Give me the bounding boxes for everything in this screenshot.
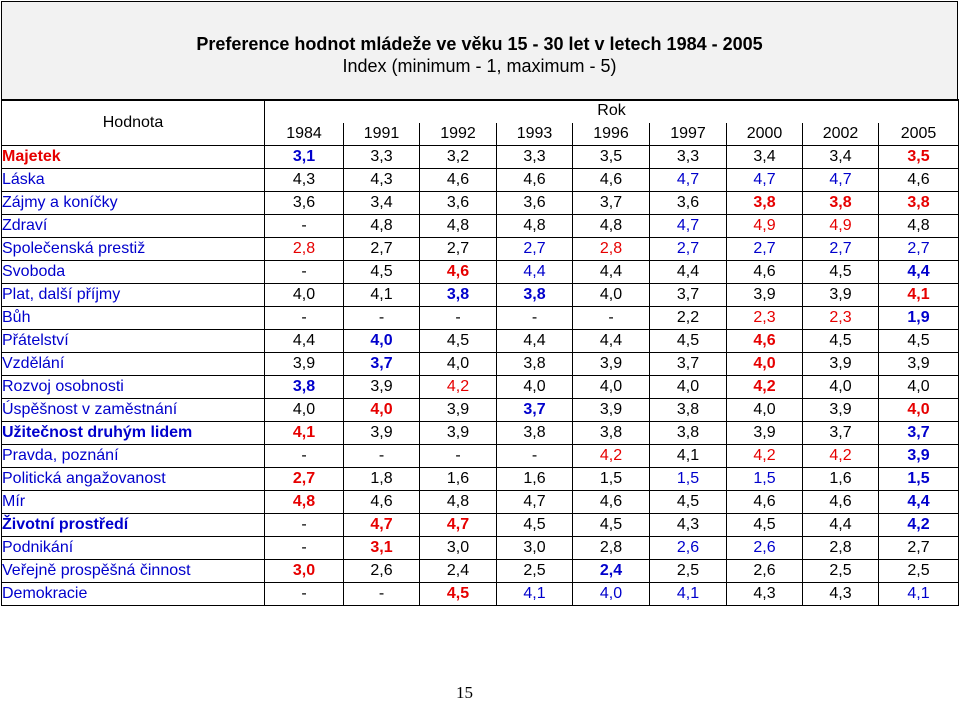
- value-cell: 4,4: [650, 261, 727, 284]
- value-cell: 2,6: [727, 537, 803, 560]
- value-cell: 4,1: [650, 445, 727, 468]
- table-row: [2, 261, 959, 284]
- value-cell: 4,1: [879, 284, 959, 307]
- value-cell: 3,7: [879, 422, 959, 445]
- value-cell: 4,2: [879, 514, 959, 537]
- value-cell: 4,6: [727, 261, 803, 284]
- value-cell: 4,3: [727, 583, 803, 606]
- value-cell: 3,7: [497, 399, 573, 422]
- value-cell: 1,5: [879, 468, 959, 491]
- value-cell: 4,7: [650, 215, 727, 238]
- value-cell: 3,8: [727, 192, 803, 215]
- value-cell: 3,9: [420, 399, 497, 422]
- value-cell: 4,3: [265, 169, 344, 192]
- value-cell: 2,6: [727, 560, 803, 583]
- value-cell: 2,4: [420, 560, 497, 583]
- value-cell: 4,0: [344, 330, 420, 353]
- value-cell: 4,7: [650, 169, 727, 192]
- value-cell: 3,9: [573, 353, 650, 376]
- value-cell: 3,8: [879, 192, 959, 215]
- value-cell: -: [265, 261, 344, 284]
- value-cell: 4,2: [727, 445, 803, 468]
- value-cell: 2,7: [497, 238, 573, 261]
- row-label: Rozvoj osobnosti: [2, 376, 265, 399]
- value-cell: 3,8: [803, 192, 879, 215]
- value-cell: 4,9: [803, 215, 879, 238]
- value-cell: 4,7: [497, 491, 573, 514]
- row-label: Životní prostředí: [2, 514, 265, 537]
- year-header: 1991: [344, 123, 420, 146]
- value-cell: 4,0: [265, 284, 344, 307]
- value-cell: 4,5: [497, 514, 573, 537]
- value-cell: 4,3: [344, 169, 420, 192]
- page-number: 15: [456, 683, 473, 702]
- value-cell: 3,1: [344, 537, 420, 560]
- value-cell: 3,9: [803, 353, 879, 376]
- year-header: 1997: [650, 123, 727, 146]
- year-header: 1993: [497, 123, 573, 146]
- value-cell: 4,5: [727, 514, 803, 537]
- table-row: [2, 537, 959, 560]
- value-cell: 4,0: [879, 376, 959, 399]
- value-cell: 2,8: [573, 537, 650, 560]
- value-cell: 3,9: [879, 353, 959, 376]
- table-row: [2, 445, 959, 468]
- value-cell: 3,6: [420, 192, 497, 215]
- value-cell: 3,9: [803, 284, 879, 307]
- value-cell: 3,4: [803, 146, 879, 169]
- value-cell: 4,4: [497, 261, 573, 284]
- value-cell: 4,9: [727, 215, 803, 238]
- value-cell: 4,1: [497, 583, 573, 606]
- value-cell: -: [265, 307, 344, 330]
- value-cell: 1,9: [879, 307, 959, 330]
- value-cell: 4,0: [420, 353, 497, 376]
- value-cell: 4,6: [879, 169, 959, 192]
- header-hodnota: Hodnota: [2, 100, 265, 146]
- table-row: [2, 169, 959, 192]
- value-cell: 4,1: [879, 583, 959, 606]
- table-row: [2, 399, 959, 422]
- value-cell: 4,0: [727, 353, 803, 376]
- value-cell: 3,7: [344, 353, 420, 376]
- value-cell: -: [573, 307, 650, 330]
- value-cell: -: [344, 445, 420, 468]
- value-cell: 4,6: [344, 491, 420, 514]
- row-label: Společenská prestiž: [2, 238, 265, 261]
- value-cell: 4,4: [879, 491, 959, 514]
- value-cell: 4,7: [727, 169, 803, 192]
- table-row: [2, 376, 959, 399]
- value-cell: 3,7: [803, 422, 879, 445]
- value-cell: 1,8: [344, 468, 420, 491]
- value-cell: 4,5: [803, 330, 879, 353]
- value-cell: 3,9: [265, 353, 344, 376]
- value-cell: 4,6: [497, 169, 573, 192]
- value-cell: 3,5: [879, 146, 959, 169]
- value-cell: 3,4: [727, 146, 803, 169]
- value-cell: 1,5: [727, 468, 803, 491]
- value-cell: 4,7: [420, 514, 497, 537]
- year-header: 1996: [573, 123, 650, 146]
- value-cell: 3,6: [497, 192, 573, 215]
- value-cell: 3,9: [727, 284, 803, 307]
- table-row: [2, 215, 959, 238]
- value-cell: -: [265, 537, 344, 560]
- value-cell: 4,8: [265, 491, 344, 514]
- value-cell: 1,6: [420, 468, 497, 491]
- row-label: Zdraví: [2, 215, 265, 238]
- value-cell: 4,5: [344, 261, 420, 284]
- table-row: [2, 491, 959, 514]
- value-cell: 4,0: [573, 583, 650, 606]
- value-cell: -: [420, 445, 497, 468]
- value-cell: 2,7: [879, 537, 959, 560]
- value-cell: -: [497, 307, 573, 330]
- row-label: Plat, další příjmy: [2, 284, 265, 307]
- value-cell: 4,5: [650, 491, 727, 514]
- row-label: Pravda, poznání: [2, 445, 265, 468]
- value-cell: -: [420, 307, 497, 330]
- value-cell: 3,8: [497, 353, 573, 376]
- row-label: Veřejně prospěšná činnost: [2, 560, 265, 583]
- value-cell: 1,6: [497, 468, 573, 491]
- value-cell: 4,4: [803, 514, 879, 537]
- year-header: 2002: [803, 123, 879, 146]
- value-cell: 3,9: [727, 422, 803, 445]
- row-label: Politická angažovanost: [2, 468, 265, 491]
- table-row: [2, 560, 959, 583]
- table-row: [2, 353, 959, 376]
- title-box: [1, 1, 958, 101]
- document-frame: [1, 1, 958, 702]
- value-cell: 4,4: [497, 330, 573, 353]
- value-cell: 4,6: [573, 491, 650, 514]
- value-cell: 4,6: [420, 169, 497, 192]
- value-cell: 2,4: [573, 560, 650, 583]
- value-cell: 4,2: [573, 445, 650, 468]
- value-cell: 3,8: [497, 284, 573, 307]
- value-cell: 2,8: [803, 537, 879, 560]
- value-cell: 4,8: [497, 215, 573, 238]
- table-row: [2, 583, 959, 606]
- table-row: [2, 192, 959, 215]
- value-cell: 3,8: [265, 376, 344, 399]
- values-table: [1, 99, 959, 606]
- value-cell: 3,2: [420, 146, 497, 169]
- value-cell: 4,0: [727, 399, 803, 422]
- value-cell: -: [265, 583, 344, 606]
- row-label: Zájmy a koníčky: [2, 192, 265, 215]
- value-cell: 4,2: [803, 445, 879, 468]
- value-cell: 3,9: [573, 399, 650, 422]
- value-cell: 4,8: [420, 215, 497, 238]
- value-cell: 4,8: [573, 215, 650, 238]
- value-cell: 2,5: [650, 560, 727, 583]
- row-label: Bůh: [2, 307, 265, 330]
- value-cell: -: [265, 514, 344, 537]
- table-row: [2, 514, 959, 537]
- value-cell: 3,9: [420, 422, 497, 445]
- value-cell: 4,6: [420, 261, 497, 284]
- value-cell: 2,6: [650, 537, 727, 560]
- value-cell: 4,0: [573, 284, 650, 307]
- table-row: [2, 146, 959, 169]
- value-cell: 1,6: [803, 468, 879, 491]
- year-header: 2000: [727, 123, 803, 146]
- value-cell: 4,4: [265, 330, 344, 353]
- value-cell: 4,6: [573, 169, 650, 192]
- value-cell: 2,7: [265, 468, 344, 491]
- value-cell: 3,6: [650, 192, 727, 215]
- value-cell: 4,6: [727, 330, 803, 353]
- value-cell: 3,9: [879, 445, 959, 468]
- row-label: Demokracie: [2, 583, 265, 606]
- row-label: Užitečnost druhým lidem: [2, 422, 265, 445]
- value-cell: 4,0: [344, 399, 420, 422]
- value-cell: 4,5: [573, 514, 650, 537]
- value-cell: 3,7: [573, 192, 650, 215]
- value-cell: 2,3: [803, 307, 879, 330]
- value-cell: 4,8: [344, 215, 420, 238]
- value-cell: 4,8: [879, 215, 959, 238]
- value-cell: 3,6: [265, 192, 344, 215]
- value-cell: 4,3: [650, 514, 727, 537]
- value-cell: 4,5: [803, 261, 879, 284]
- value-cell: 4,5: [420, 330, 497, 353]
- value-cell: 2,2: [650, 307, 727, 330]
- value-cell: 4,2: [727, 376, 803, 399]
- value-cell: 4,6: [803, 491, 879, 514]
- value-cell: 4,5: [650, 330, 727, 353]
- row-label: Svoboda: [2, 261, 265, 284]
- value-cell: 4,5: [420, 583, 497, 606]
- value-cell: 2,3: [727, 307, 803, 330]
- value-cell: 4,4: [879, 261, 959, 284]
- value-cell: 4,7: [344, 514, 420, 537]
- year-header: 2005: [879, 123, 959, 146]
- row-label: Podnikání: [2, 537, 265, 560]
- value-cell: 3,3: [650, 146, 727, 169]
- value-cell: 3,7: [650, 353, 727, 376]
- value-cell: 2,5: [497, 560, 573, 583]
- value-cell: 4,5: [879, 330, 959, 353]
- value-cell: 3,0: [497, 537, 573, 560]
- table-title: Preference hodnot mládeže ve věku 15 - 30 let v letech 1984 - 2005: [196, 34, 763, 54]
- table-subtitle: Index (minimum - 1, maximum - 5): [342, 56, 617, 76]
- table-row: [2, 307, 959, 330]
- value-cell: 3,1: [265, 146, 344, 169]
- value-cell: -: [344, 307, 420, 330]
- value-cell: 3,8: [650, 399, 727, 422]
- value-cell: 3,9: [344, 376, 420, 399]
- year-header: 1992: [420, 123, 497, 146]
- value-cell: 4,3: [803, 583, 879, 606]
- row-label: Vzdělání: [2, 353, 265, 376]
- value-cell: 3,8: [420, 284, 497, 307]
- value-cell: 3,0: [265, 560, 344, 583]
- value-cell: 3,3: [497, 146, 573, 169]
- value-cell: 4,7: [803, 169, 879, 192]
- value-cell: 4,2: [420, 376, 497, 399]
- value-cell: 4,1: [344, 284, 420, 307]
- value-cell: 4,0: [650, 376, 727, 399]
- value-cell: 2,7: [803, 238, 879, 261]
- value-cell: 4,4: [573, 330, 650, 353]
- value-cell: 3,9: [344, 422, 420, 445]
- value-cell: -: [265, 215, 344, 238]
- value-cell: 4,4: [573, 261, 650, 284]
- table-row: [2, 238, 959, 261]
- value-cell: 4,0: [573, 376, 650, 399]
- value-cell: 3,0: [420, 537, 497, 560]
- value-cell: 4,1: [265, 422, 344, 445]
- value-cell: 2,7: [879, 238, 959, 261]
- row-label: Mír: [2, 491, 265, 514]
- value-cell: 3,7: [650, 284, 727, 307]
- header-rok: Rok: [265, 100, 959, 123]
- value-cell: 3,8: [573, 422, 650, 445]
- value-cell: 4,0: [497, 376, 573, 399]
- value-cell: 2,7: [650, 238, 727, 261]
- value-cell: 2,7: [344, 238, 420, 261]
- row-label: Přátelství: [2, 330, 265, 353]
- value-cell: 3,8: [650, 422, 727, 445]
- value-cell: 4,0: [803, 376, 879, 399]
- value-cell: 3,8: [497, 422, 573, 445]
- value-cell: 4,1: [650, 583, 727, 606]
- value-cell: 2,8: [265, 238, 344, 261]
- row-label: Majetek: [2, 146, 265, 169]
- value-cell: 2,8: [573, 238, 650, 261]
- table-row: [2, 284, 959, 307]
- value-cell: 2,5: [879, 560, 959, 583]
- value-cell: 4,6: [727, 491, 803, 514]
- value-cell: 1,5: [650, 468, 727, 491]
- value-cell: -: [497, 445, 573, 468]
- table-row: [2, 330, 959, 353]
- row-label: Úspěšnost v zaměstnání: [2, 399, 265, 422]
- value-cell: 4,8: [420, 491, 497, 514]
- value-cell: -: [344, 583, 420, 606]
- value-cell: -: [265, 445, 344, 468]
- value-cell: 2,7: [420, 238, 497, 261]
- table-row: [2, 468, 959, 491]
- year-header: 1984: [265, 123, 344, 146]
- row-label: Láska: [2, 169, 265, 192]
- value-cell: 3,4: [344, 192, 420, 215]
- value-cell: 4,0: [879, 399, 959, 422]
- table-row: [2, 422, 959, 445]
- value-cell: 1,5: [573, 468, 650, 491]
- value-cell: 3,9: [803, 399, 879, 422]
- value-cell: 3,3: [344, 146, 420, 169]
- value-cell: 2,5: [803, 560, 879, 583]
- value-cell: 2,6: [344, 560, 420, 583]
- value-cell: 4,0: [265, 399, 344, 422]
- value-cell: 3,5: [573, 146, 650, 169]
- value-cell: 2,7: [727, 238, 803, 261]
